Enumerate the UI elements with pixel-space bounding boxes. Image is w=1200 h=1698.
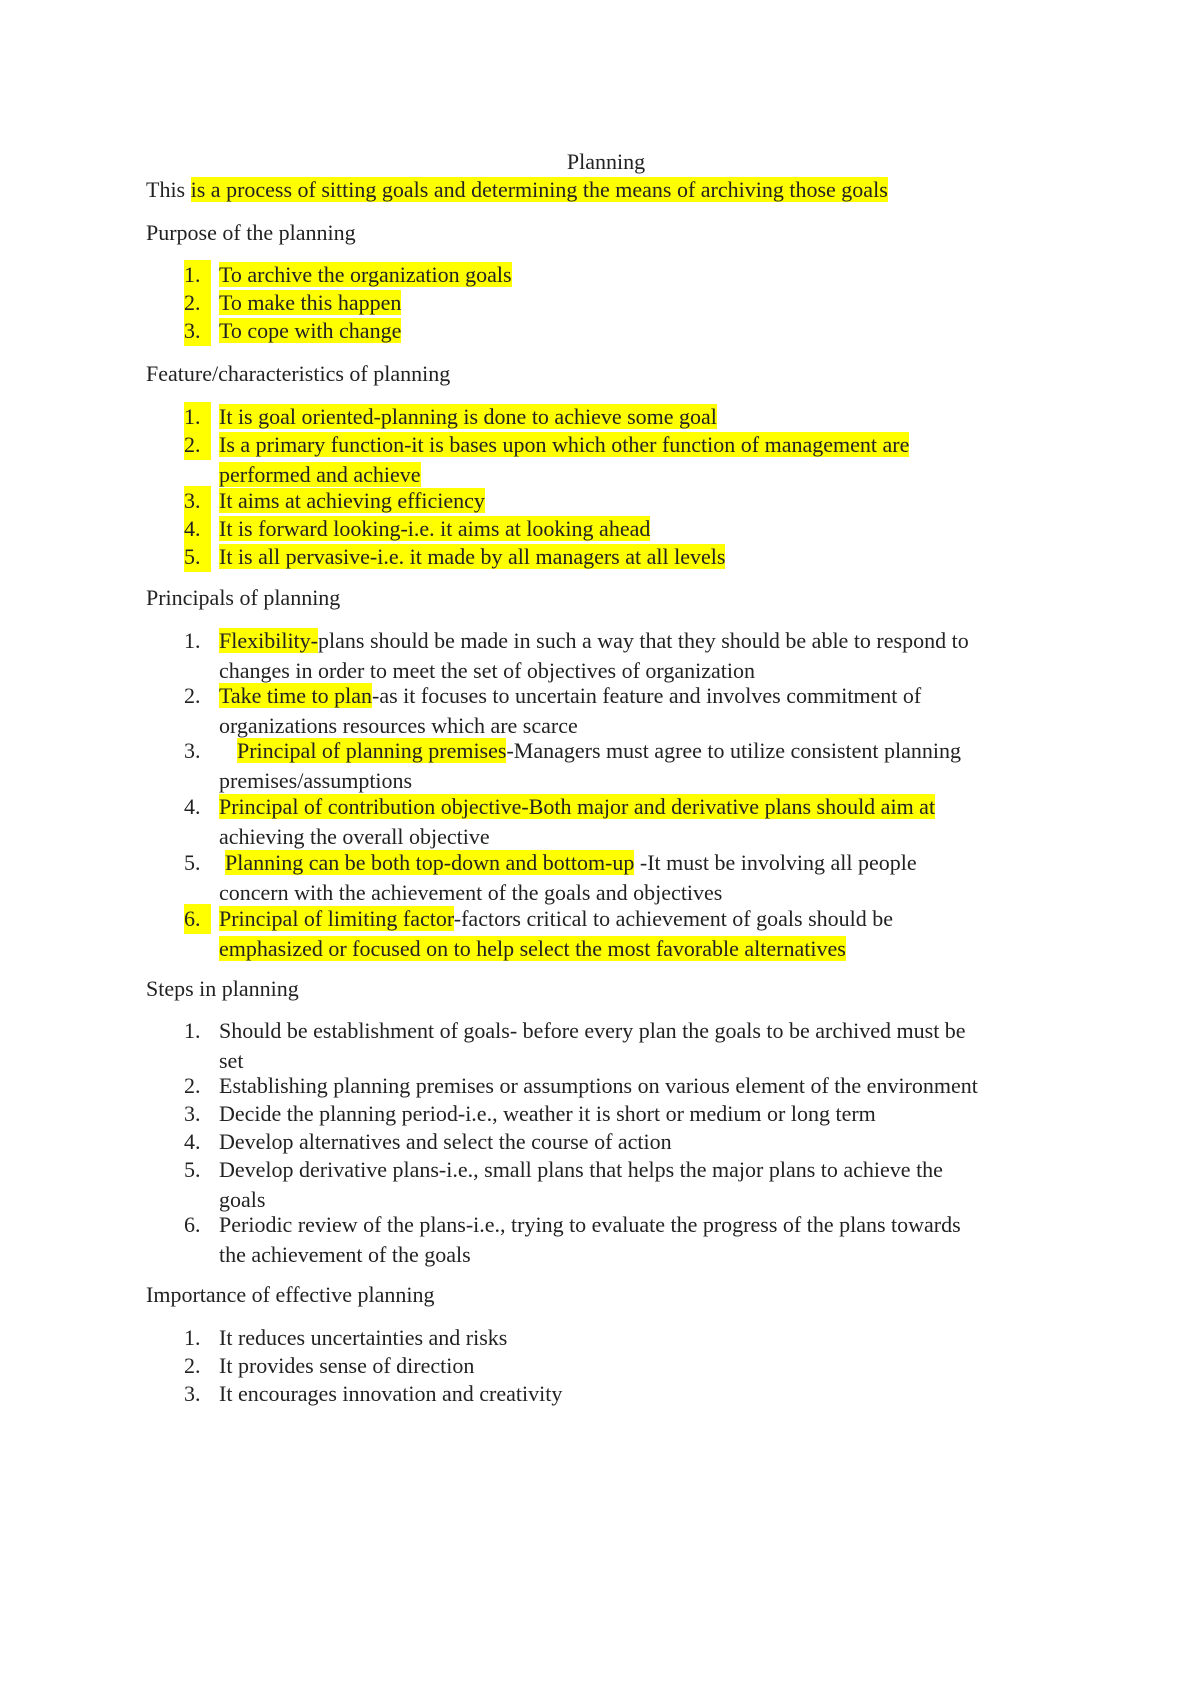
list-number: 1.: [184, 402, 211, 432]
list-text: Periodic review of the plans-i.e., trying to evaluate the progress of the plans towards: [219, 1212, 961, 1237]
principals-heading: Principals of planning: [146, 585, 341, 610]
list-number: 1.: [184, 260, 211, 290]
importance-list: [146, 1323, 1086, 1407]
list-text: -Managers must agree to utilize consistent planning: [506, 738, 961, 763]
list-text: Should be establishment of goals- before every plan the goals to be archived must be: [219, 1018, 966, 1043]
list-text: It is forward looking-i.e. it aims at looking ahead: [219, 516, 651, 541]
list-number: 5.: [184, 542, 211, 572]
list-text-continued: changes in order to meet the set of objectives of organization: [219, 658, 755, 683]
list-text: plans should be made in such a way that they should be able to respond to: [318, 628, 969, 653]
list-highlight: Take time to plan: [219, 683, 373, 708]
list-number: 4.: [184, 514, 211, 544]
list-number: 6.: [184, 904, 211, 934]
list-item: [146, 1351, 1086, 1379]
list-number: 5.: [184, 1157, 201, 1182]
list-item: [146, 402, 1086, 430]
list-item: [146, 542, 1086, 570]
intro-paragraph: [146, 175, 888, 205]
list-item: [146, 316, 1086, 344]
list-text: To cope with change: [219, 318, 402, 343]
list-number: 3.: [184, 738, 201, 763]
list-number: 3.: [184, 1101, 201, 1126]
list-item: [146, 430, 1086, 486]
list-highlight: Flexibility-: [219, 628, 318, 653]
list-text: Decide the planning period-i.e., weather it is short or medium or long term: [219, 1101, 876, 1126]
list-text: To make this happen: [219, 290, 402, 315]
list-item: [146, 736, 1086, 792]
purpose-list: [146, 260, 1086, 344]
list-number: 2.: [184, 683, 201, 708]
list-number: 2.: [184, 1073, 201, 1098]
list-highlight: Principal of planning premises: [237, 738, 507, 763]
list-item: [146, 681, 1086, 736]
list-number: 4.: [184, 794, 201, 819]
purpose-heading: Purpose of the planning: [146, 220, 356, 245]
list-text: It aims at achieving efficiency: [219, 488, 485, 513]
list-item: [146, 1210, 1086, 1266]
list-text: It encourages innovation and creativity: [219, 1381, 563, 1406]
list-item: [146, 1323, 1086, 1351]
list-item: [146, 1379, 1086, 1407]
list-item: [146, 626, 1086, 681]
list-number: 6.: [184, 1212, 201, 1237]
list-text-continued: premises/assumptions: [219, 768, 413, 793]
list-text: It is all pervasive-i.e. it made by all managers at all levels: [219, 544, 726, 569]
principals-list: [146, 626, 1086, 960]
list-text: It reduces uncertainties and risks: [219, 1325, 508, 1350]
list-number: 3.: [184, 1381, 201, 1406]
steps-heading: Steps in planning: [146, 976, 299, 1001]
list-number: 3.: [184, 316, 211, 346]
list-number: 2.: [184, 430, 211, 460]
intro-prefix: This: [146, 177, 191, 202]
document-title: Planning: [566, 149, 646, 174]
importance-heading: Importance of effective planning: [146, 1282, 435, 1307]
list-text: Is a primary function-it is bases upon which other function of management are: [219, 432, 910, 457]
list-text-continued: concern with the achievement of the goals and objectives: [219, 880, 723, 905]
list-highlight: Principal of contribution objective-Both major and derivative plans should aim at: [219, 794, 936, 819]
list-text-continued: goals: [219, 1187, 266, 1212]
list-text-continued: organizations resources which are scarce: [219, 713, 578, 738]
list-item: [146, 1099, 1086, 1127]
intro-highlight: is a process of sitting goals and determining the means of archiving those goals: [190, 177, 888, 202]
list-item: [146, 904, 1086, 960]
list-text: -as it focuses to uncertain feature and involves commitment of: [372, 683, 922, 708]
list-text: Establishing planning premises or assumptions on various element of the environment: [219, 1073, 978, 1098]
list-text-continued: set: [219, 1048, 244, 1073]
list-number: 3.: [184, 486, 211, 516]
list-item: [146, 792, 1086, 848]
list-text: To archive the organization goals: [219, 262, 512, 287]
list-highlight: Principal of limiting factor: [219, 906, 454, 931]
list-item: [146, 1127, 1086, 1155]
list-text: It provides sense of direction: [219, 1353, 475, 1378]
list-number: 5.: [184, 850, 201, 875]
list-number: 4.: [184, 1129, 201, 1154]
features-list: [146, 402, 1086, 570]
list-text-continued: the achievement of the goals: [219, 1242, 471, 1267]
list-text-continued: achieving the overall objective: [219, 824, 490, 849]
list-number: 2.: [184, 288, 211, 318]
list-item: [146, 848, 1086, 904]
list-item: [146, 260, 1086, 288]
features-heading: Feature/characteristics of planning: [146, 361, 451, 386]
list-text-continued: emphasized or focused on to help select the most favorable alternatives: [219, 936, 846, 961]
list-number: 2.: [184, 1353, 201, 1378]
steps-list: [146, 1016, 1086, 1266]
list-text: -factors critical to achievement of goals should be: [453, 906, 894, 931]
list-item: [146, 486, 1086, 514]
list-text: Develop derivative plans-i.e., small plans that helps the major plans to achieve the: [219, 1157, 943, 1182]
list-number: 1.: [184, 1325, 201, 1350]
list-number: 1.: [184, 1018, 201, 1043]
list-text-continued: performed and achieve: [219, 462, 421, 487]
list-item: [146, 1071, 1086, 1099]
list-item: [146, 1016, 1086, 1071]
list-item: [146, 1155, 1086, 1210]
list-item: [146, 514, 1086, 542]
list-number: 1.: [184, 628, 201, 653]
list-highlight: Planning can be both top-down and bottom-up: [225, 850, 635, 875]
list-text: It is goal oriented-planning is done to achieve some goal: [219, 404, 717, 429]
list-text: -It must be involving all people: [634, 850, 917, 875]
list-text: Develop alternatives and select the course of action: [219, 1129, 672, 1154]
list-item: [146, 288, 1086, 316]
